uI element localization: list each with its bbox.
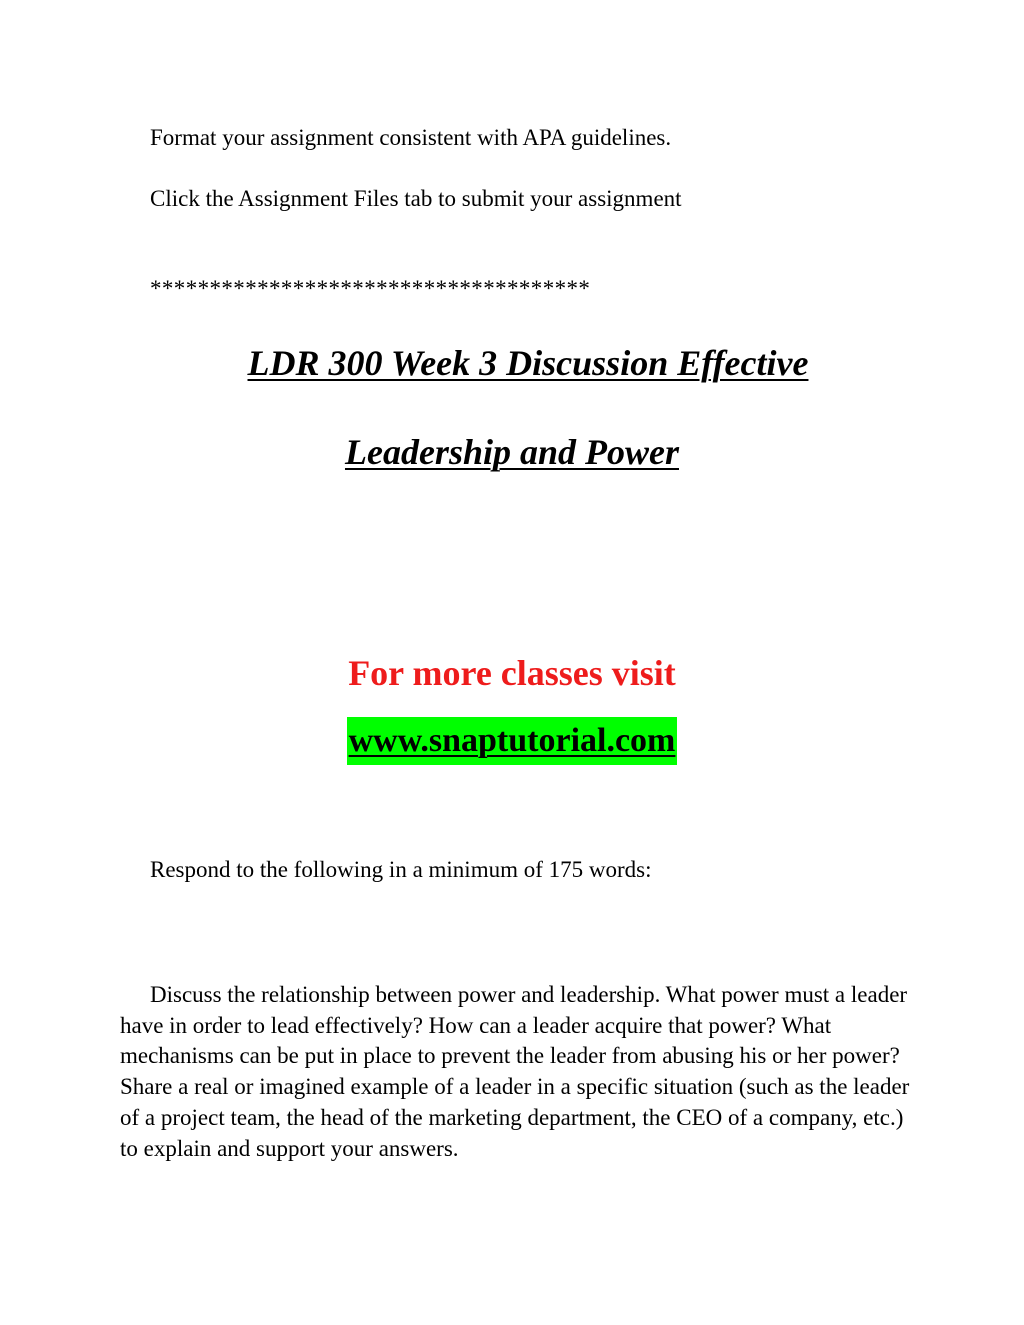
document-title-line-1: LDR 300 Week 3 Discussion Effective [247, 343, 809, 383]
promo-text: For more classes visit [348, 653, 676, 693]
discussion-question-paragraph: Discuss the relationship between power and leadership. What power must a leader have in order to lead effectively? How can a leader acquire that power? What mechanisms can be put in place to prevent the leader from abusing his or her power? Share a real or imagined example of a leader in a specific situation (such as the leader of a project team, the head of the marketing department, the CEO of a company, etc.) to explain and support your answers. [120, 982, 910, 1161]
promo-link-container [0, 717, 1024, 765]
document-title-line-2: Leadership and Power [344, 432, 679, 472]
snaptutorial-link[interactable]: www.snaptutorial.com [347, 717, 678, 765]
word-count-prompt: Respond to the following in a minimum of 175 words: [150, 857, 652, 882]
submit-instruction: Click the Assignment Files tab to submit your assignment [150, 186, 682, 211]
apa-format-instruction: Format your assignment consistent with APA guidelines. [150, 125, 672, 150]
separator-asterisks: ************************************* [150, 276, 591, 301]
